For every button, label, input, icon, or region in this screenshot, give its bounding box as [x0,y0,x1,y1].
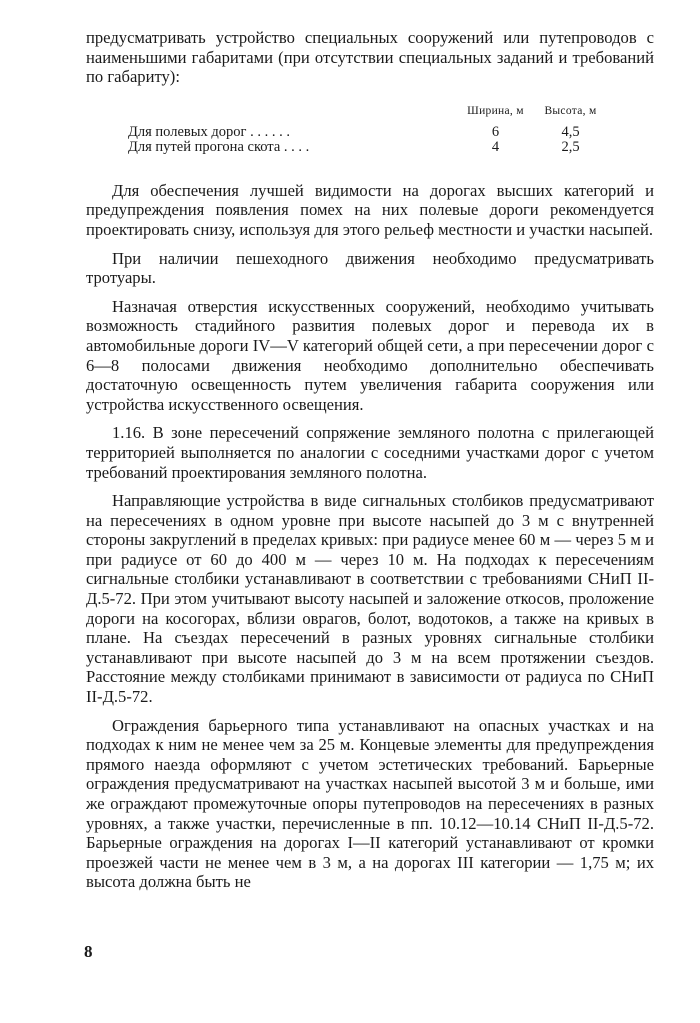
paragraph-visibility: Для обеспечения лучшей видимости на дорогах высших категорий и предупреждения появления помех на них полевые дороги рекомендуется проектировать снизу, используя для этого рельеф местности и участки насыпей. [86,180,654,239]
row-height: 2,5 [561,138,580,155]
row-width: 6 [491,123,500,140]
table-header-width: Ширина, м [467,104,524,117]
page-number: 8 [84,942,93,961]
table-header-row [128,105,608,125]
paragraph-structure-openings: Назначая отверстия искусственных сооружений, необходимо учитывать возможность стадийного развития полевых дорог и перевода их в автомобильные дороги IV—V категорий общей сети, а при пересечении дорог с 6—8 полосами движения необходимо дополнительно обеспечивать достаточную освещенность путем увеличения габарита сооружения или устройства искусственного освещения. [86,296,654,414]
dimensions-table [128,105,608,155]
row-label: Для полевых дорог . . . . . . [128,123,290,140]
row-width: 4 [491,138,500,155]
table-header-height: Высота, м [544,104,597,117]
row-label: Для путей прогона скота . . . . [128,138,310,155]
paragraph-barrier-fences: Ограждения барьерного типа устанавливают на опасных участках и на подходах к ним не менее чем за 25 м. Концевые элементы для предупреждения прямого наезда оформляют с учетом эстетических требований. Барьерные ограждения предусматривают на участках насыпей высотой 3 м и больше, ими же ограждают промежуточные опоры путепроводов на пересечениях в разных уровнях, а также участки, перечисленные в пп. 10.12—10.14 СНиП II-Д.5-72. Барьерные ограждения на дорогах I—II категорий устанавливают от кромки проезжей части не менее чем в 3 м, а на дорогах III категории — 1,75 м; их высота должна быть не [86,715,654,892]
paragraph-section-1-16: 1.16. В зоне пересечений сопряжение земляного полотна с прилегающей территорией выполняется по аналогии с соседними участками дорог с учетом требований проектирования земляного полотна. [86,423,654,482]
document-page [86,28,654,892]
table-header-spacer [128,105,458,125]
intro-paragraph: предусматривать устройство специальных сооружений или путепроводов с наименьшими габаритами (при отсутствии специальных заданий и требований по габариту): [86,28,654,87]
row-height: 4,5 [561,123,580,140]
table-row [128,125,608,140]
paragraph-guide-posts: Направляющие устройства в виде сигнальных столбиков предусматривают на пересечениях в одном уровне при высоте насыпей до 3 м с внутренней стороны закруглений в пределах кривых: при радиусе менее 60 м — через 5 м и при радиусе от 60 до 400 м — через 10 м. На подходах к пересечениям сигнальные столбики устанавливают в соответствии с требованиями СНиП II-Д.5-72. При этом учитывают высоту насыпей и заложение откосов, проложение дороги на косогорах, вблизи оврагов, болот, водотоков, а также на кривых в плане. На съездах пересечений в разных уровнях сигнальные столбики устанавливают при высоте насыпей до 3 м на всем протяжении съездов. Расстояние между столбиками принимают в зависимости от радиуса по СНиП II-Д.5-72. [86,491,654,707]
table-row [128,140,608,155]
paragraph-sidewalks: При наличии пешеходного движения необходимо предусматривать тротуары. [86,248,654,288]
